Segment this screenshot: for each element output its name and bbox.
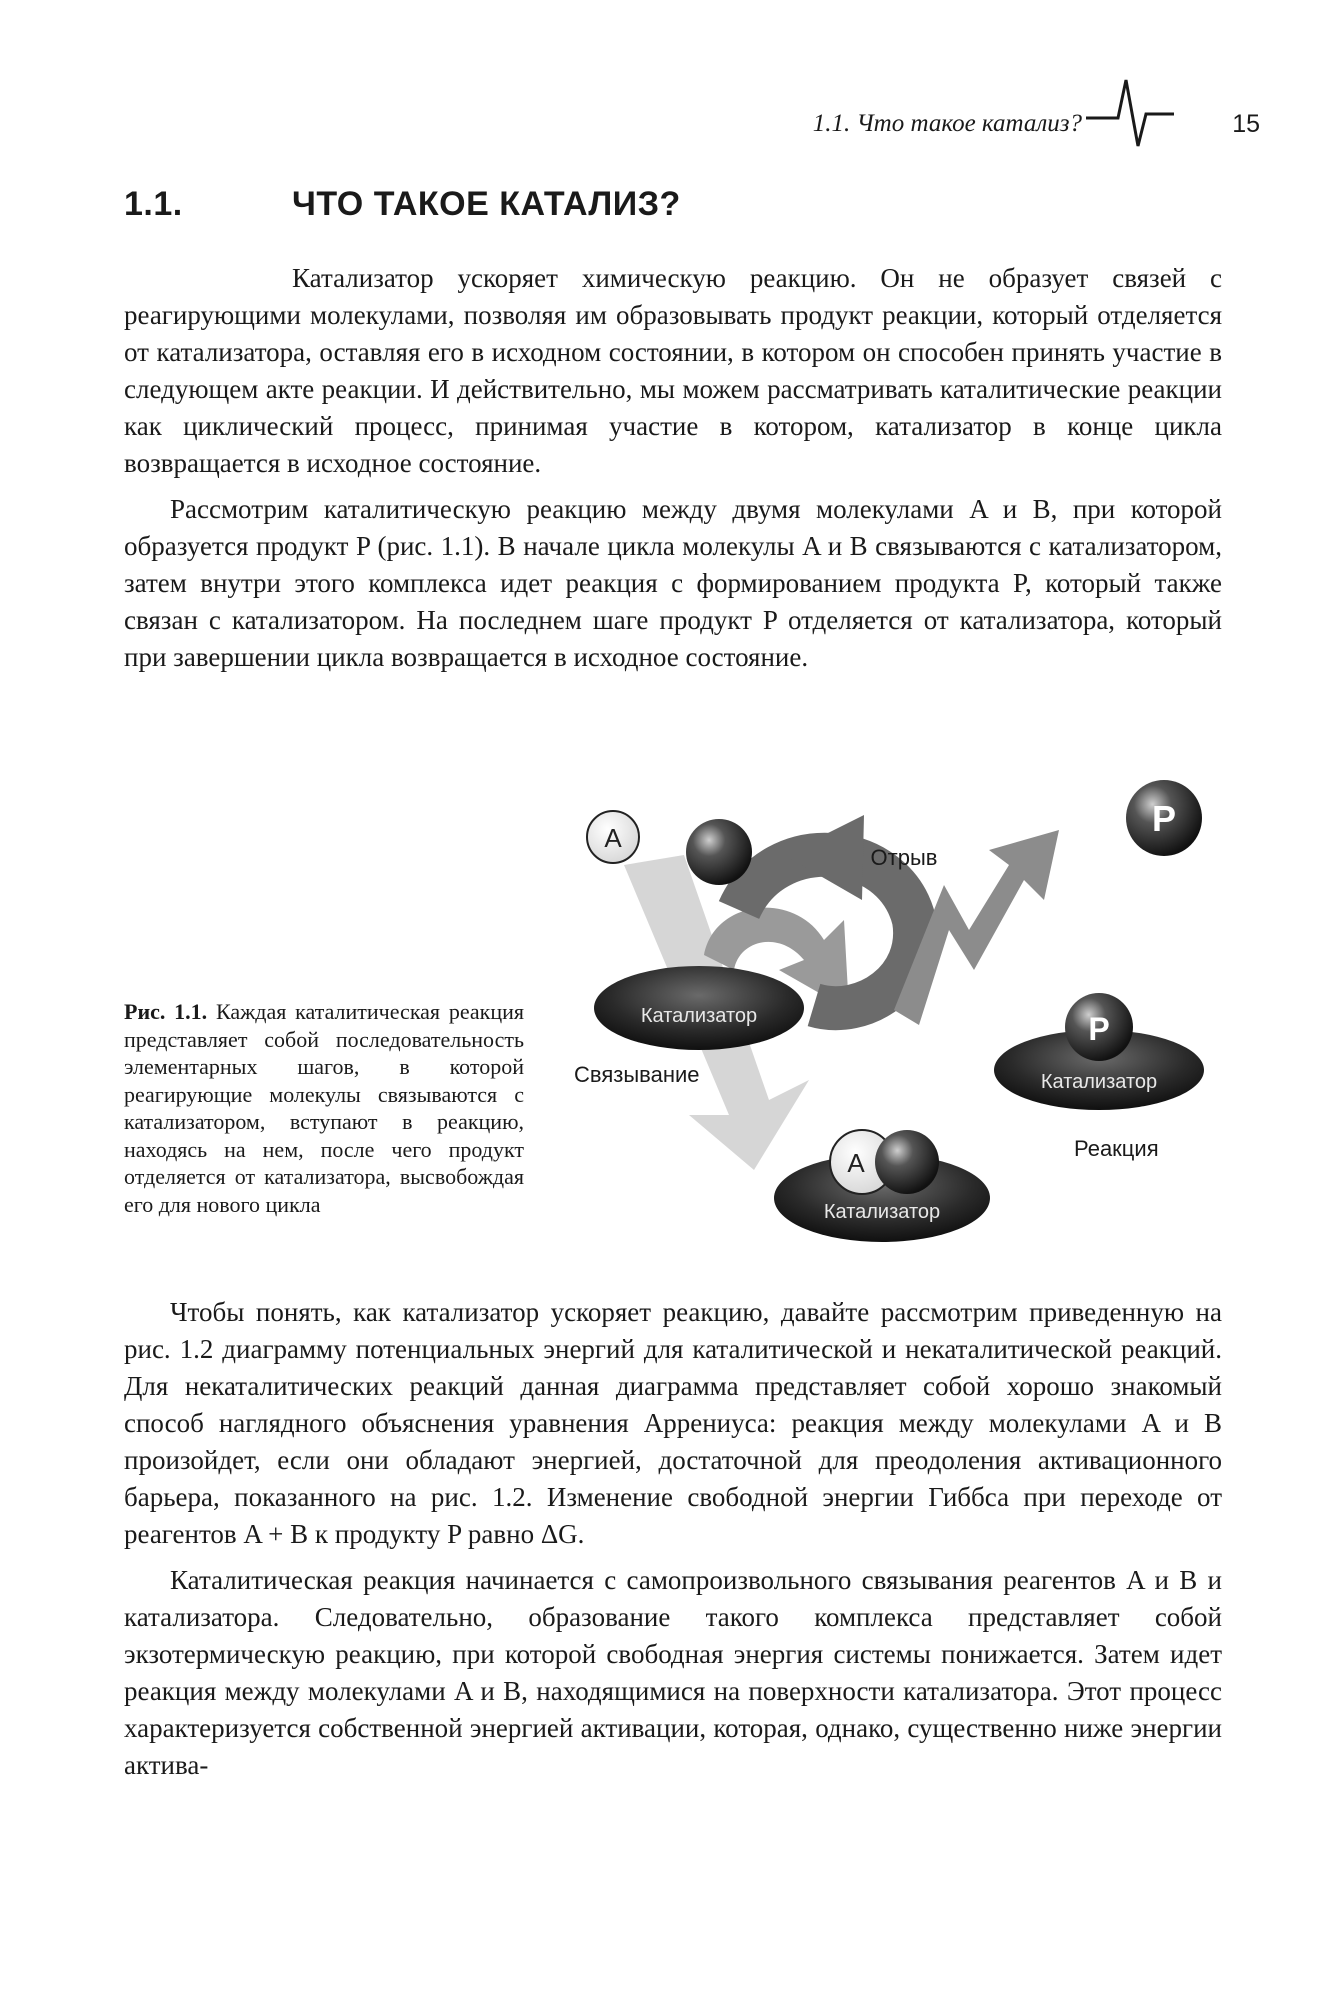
cycle-arc-head xyxy=(784,815,864,900)
svg-text:Катализатор: Катализатор xyxy=(640,1005,758,1027)
catalytic-cycle-diagram xyxy=(564,770,1224,1270)
svg-text:A: A xyxy=(604,823,622,853)
svg-text:Катализатор: Катализатор xyxy=(1040,1071,1158,1093)
running-title: 1.1. Что такое катализ? xyxy=(812,110,1082,137)
running-head xyxy=(700,108,1260,148)
svg-text:P: P xyxy=(1151,798,1177,839)
section-heading xyxy=(124,185,681,224)
catalyst-with-ab xyxy=(774,1130,990,1242)
section-number: 1.1. xyxy=(124,185,183,223)
paragraph: Чтобы понять, как катализатор ускоряет реакцию, давайте рассмотрим приведенную на рис. 1.2 диаграмму потенциальных энергий для каталитической и некаталитической реакций. Для некаталитических реакций данная диаграмма представляет собой хорошо знакомый способ наглядного объяснения уравнения Аррениуса: реакция между молекулами A и B произойдет, если они обладают энергией, достаточной для преодоления активационного барьера, показанного на рис. 1.2. Изменение свободной энергии Гиббса при переходе от реагентов A + B к продукту P равно ΔG. xyxy=(124,1297,1222,1549)
body-text-bottom xyxy=(124,1294,1222,1784)
caption-label: Рис. 1.1. xyxy=(124,999,208,1024)
paragraph: Каталитическая реакция начинается с самопроизвольного связывания реагентов A и B и катализатора. Следовательно, образование такого комплекса представляет собой экзотермическую реакцию, при которой свободная энергия системы понижается. Затем идет реакция между молекулами A и B, находящимися на поверхности катализатора. Этот процесс характеризуется собственной энергией активации, которая, однако, существенно ниже энергии актива- xyxy=(124,1565,1222,1780)
svg-text:A: A xyxy=(847,1148,865,1178)
svg-text:Катализатор: Катализатор xyxy=(823,1201,941,1223)
section-title: ЧТО ТАКОЕ КАТАЛИЗ? xyxy=(292,185,681,223)
molecule-a-free xyxy=(587,811,639,863)
molecule-b-free xyxy=(686,819,752,885)
paragraph: Катализатор ускоряет химическую реакцию. Он не образует связей с реагирующими молекулами, позволяя им образовывать продукт реакции, который отделяется от катализатора, оставляя его в исходном состоянии, в котором он способен принять участие в следующем акте реакции. И действительно, мы можем рассматривать каталитические реакции как циклический процесс, принимая участие в котором, катализатор в конце цикла возвращается в исходное состояние. xyxy=(124,263,1222,478)
caption-text: Каждая каталитическая реакция представляет собой последовательность элементарных шагов, в которой реагирующие молекулы связываются с катализатором, вступают в реакцию, находясь на нем, после чего продукт отделяется от катализатора, высвобождая его для нового цикла xyxy=(124,999,524,1217)
label-binding: Связывание xyxy=(574,1062,700,1087)
body-text-top xyxy=(124,260,1222,676)
pulse-line-icon xyxy=(1084,74,1176,154)
catalyst-1 xyxy=(594,966,804,1050)
label-reaction: Реакция xyxy=(1074,1136,1159,1161)
page-number: 15 xyxy=(1232,110,1260,138)
catalyst-with-p xyxy=(994,993,1204,1110)
figure-caption xyxy=(124,998,524,1218)
product-p-free xyxy=(1126,780,1202,856)
figure-1-1 xyxy=(124,770,1224,1270)
label-detachment: Отрыв xyxy=(870,845,938,870)
paragraph: Рассмотрим каталитическую реакцию между двумя молекулами A и B, при которой образуется продукт P (рис. 1.1). В начале цикла молекулы A и B связываются с катализатором, затем внутри этого комплекса идет реакция с формированием продукта P, который также связан с катализатором. На последнем шаге продукт P отделяется от катализатора, который при завершении цикла возвращается в исходное состояние. xyxy=(124,494,1222,672)
svg-text:P: P xyxy=(1088,1011,1110,1047)
